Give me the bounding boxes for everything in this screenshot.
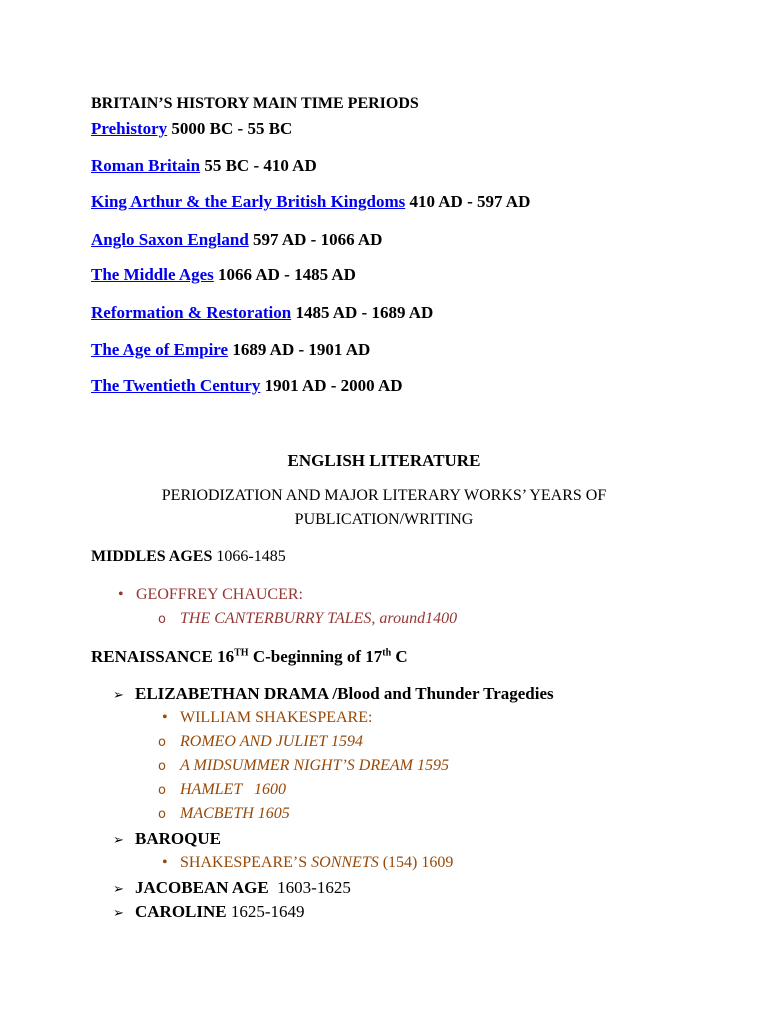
baroque-label: BAROQUE: [135, 829, 221, 848]
bullet-icon: •: [162, 709, 168, 726]
bullet-icon: •: [118, 586, 124, 603]
sonnets-author: SHAKESPEARE’S: [180, 854, 312, 871]
circle-bullet-icon: o: [158, 807, 166, 822]
period-row: [91, 157, 317, 174]
circle-bullet-icon: o: [158, 612, 166, 627]
middle-ages-heading: [91, 549, 286, 565]
work-title: THE CANTERBURRY TALES, around1400: [180, 610, 458, 627]
period-link-twentieth-century[interactable]: The Twentieth Century: [91, 376, 261, 395]
literature-subheading-line1: PERIODIZATION AND MAJOR LITERARY WORKS’ YEARS OF: [161, 487, 607, 504]
superscript: TH: [234, 647, 249, 659]
period-range: 1485 AD - 1689 AD: [295, 303, 434, 322]
circle-bullet-icon: o: [158, 759, 166, 774]
jacobean-label: JACOBEAN AGE: [135, 878, 269, 897]
period-row: [91, 193, 530, 210]
superscript: th: [382, 647, 392, 659]
period-row: [91, 120, 292, 137]
period-label: MIDDLES AGES: [91, 548, 213, 565]
sonnets-detail: (154) 1609: [378, 854, 454, 871]
period-link-age-of-empire[interactable]: The Age of Empire: [91, 340, 229, 359]
period-link-roman-britain[interactable]: Roman Britain: [91, 156, 201, 175]
period-range: 1066 AD - 1485 AD: [218, 265, 356, 284]
period-range: 410 AD - 597 AD: [409, 192, 531, 211]
bullet-icon: •: [162, 854, 168, 871]
period-link-king-arthur[interactable]: King Arthur & the Early British Kingdoms: [91, 192, 406, 211]
list-item: [158, 734, 363, 750]
work-title: MACBETH 1605: [180, 805, 290, 822]
renaissance-text: RENAISSANCE 16: [91, 647, 235, 666]
list-item: [162, 855, 453, 871]
arrow-bullet-icon: ➢: [113, 688, 124, 703]
arrow-bullet-icon: ➢: [113, 833, 124, 848]
renaissance-heading: [91, 648, 408, 665]
author-shakespeare: WILLIAM SHAKESPEARE:: [180, 709, 373, 726]
period-range: 1603-1625: [268, 878, 351, 897]
period-range: 1066-1485: [216, 548, 286, 565]
caroline-label: CAROLINE: [135, 902, 227, 921]
period-link-anglo-saxon[interactable]: Anglo Saxon England: [91, 230, 249, 249]
circle-bullet-icon: o: [158, 783, 166, 798]
arrow-bullet-icon: ➢: [113, 882, 124, 897]
list-item: [158, 611, 457, 627]
elizabethan-heading: [113, 685, 554, 702]
work-title: HAMLET 1600: [180, 781, 286, 798]
literature-heading: ENGLISH LITERATURE: [287, 451, 481, 470]
jacobean-heading: [113, 879, 351, 896]
period-range: 1689 AD - 1901 AD: [232, 340, 371, 359]
period-range: 5000 BC - 55 BC: [171, 119, 293, 138]
circle-bullet-icon: o: [158, 735, 166, 750]
caroline-heading: [113, 903, 305, 920]
work-title: ROMEO AND JULIET 1594: [180, 733, 363, 750]
period-row: [91, 266, 356, 283]
arrow-bullet-icon: ➢: [113, 906, 124, 921]
period-range: 55 BC - 410 AD: [204, 156, 317, 175]
baroque-heading: [113, 830, 221, 847]
list-item: [158, 758, 449, 774]
work-title: A MIDSUMMER NIGHT’S DREAM 1595: [180, 757, 449, 774]
author-chaucer: GEOFFREY CHAUCER:: [136, 586, 303, 603]
renaissance-text: C-beginning of 17: [248, 647, 383, 666]
list-item: [158, 782, 286, 798]
history-heading: BRITAIN’S HISTORY MAIN TIME PERIODS: [91, 95, 419, 112]
period-range: 597 AD - 1066 AD: [253, 230, 383, 249]
literature-subheading-line2: PUBLICATION/WRITING: [294, 511, 474, 528]
period-link-prehistory[interactable]: Prehistory: [91, 119, 168, 138]
sonnets-title: SONNETS: [311, 854, 379, 871]
period-row: [91, 231, 382, 248]
list-item: [118, 587, 303, 603]
list-item: [162, 710, 372, 726]
period-link-reformation[interactable]: Reformation & Restoration: [91, 303, 292, 322]
period-link-middle-ages[interactable]: The Middle Ages: [91, 265, 214, 284]
period-row: [91, 304, 433, 321]
period-range: 1625-1649: [226, 902, 305, 921]
period-row: [91, 341, 370, 358]
period-row: [91, 377, 403, 394]
list-item: [158, 806, 290, 822]
renaissance-text: C: [391, 647, 408, 666]
period-range: 1901 AD - 2000 AD: [264, 376, 403, 395]
elizabethan-label: ELIZABETHAN DRAMA /Blood and Thunder Tragedies: [135, 684, 554, 703]
